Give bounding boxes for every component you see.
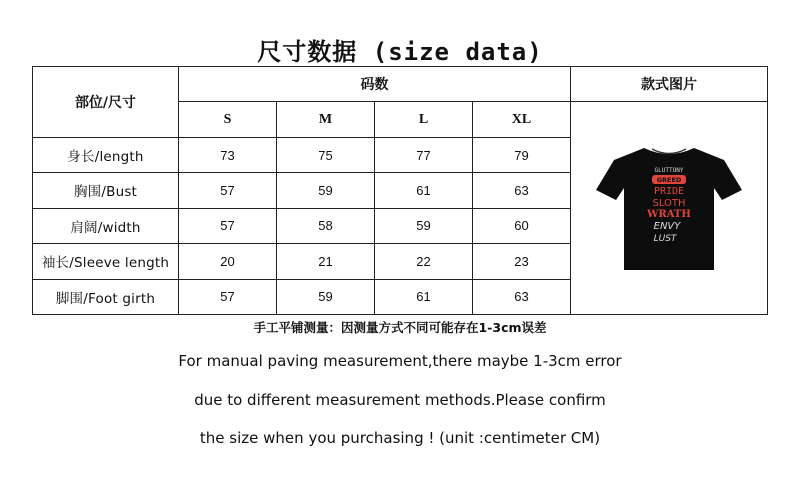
product-image-cell bbox=[571, 102, 768, 315]
cell-sleeve-l: 22 bbox=[375, 244, 473, 279]
cell-foot-xl: 63 bbox=[473, 279, 571, 314]
print-line-2: GREED bbox=[656, 176, 682, 185]
black-tshirt-icon bbox=[594, 138, 744, 278]
cell-sleeve-s: 20 bbox=[179, 244, 277, 279]
cell-width-s: 57 bbox=[179, 208, 277, 243]
cell-bust-l: 61 bbox=[375, 173, 473, 208]
row-label-foot-girth: 脚围/Foot girth bbox=[33, 279, 179, 314]
cell-length-l: 77 bbox=[375, 137, 473, 172]
cell-bust-m: 59 bbox=[277, 173, 375, 208]
print-line-5: WRATH bbox=[647, 209, 691, 221]
size-header-s: S bbox=[179, 102, 277, 137]
cell-length-xl: 79 bbox=[473, 137, 571, 172]
measurement-note-en-line-2: due to different measurement methods.Please confirm bbox=[194, 391, 606, 409]
page-title: 尺寸数据 (size data) bbox=[257, 38, 543, 66]
measurement-note-cn: 手工平铺测量：因测量方式不同可能存在1-3cm误差 bbox=[253, 320, 547, 335]
size-group-header: 码数 bbox=[179, 67, 571, 102]
cell-width-xl: 60 bbox=[473, 208, 571, 243]
size-header-m: M bbox=[277, 102, 375, 137]
cell-foot-m: 59 bbox=[277, 279, 375, 314]
measurement-note-en-line-1: For manual paving measurement,there maybe 1-3cm error bbox=[178, 352, 622, 370]
size-table bbox=[32, 66, 768, 315]
cell-sleeve-m: 21 bbox=[277, 244, 375, 279]
row-label-width: 肩阔/width bbox=[33, 208, 179, 243]
row-label-bust: 胸围/Bust bbox=[33, 173, 179, 208]
cell-foot-l: 61 bbox=[375, 279, 473, 314]
print-line-1: GLUTTONY bbox=[654, 167, 684, 175]
cell-bust-xl: 63 bbox=[473, 173, 571, 208]
size-header-xl: XL bbox=[473, 102, 571, 137]
cell-bust-s: 57 bbox=[179, 173, 277, 208]
cell-sleeve-xl: 23 bbox=[473, 244, 571, 279]
cell-length-m: 75 bbox=[277, 137, 375, 172]
size-header-l: L bbox=[375, 102, 473, 137]
row-label-length: 身长/length bbox=[33, 137, 179, 172]
cell-width-m: 58 bbox=[277, 208, 375, 243]
measurement-note-en-line-3: the size when you purchasing ! (unit :centimeter CM) bbox=[199, 429, 601, 447]
image-header: 款式图片 bbox=[571, 67, 768, 102]
print-line-4: SLOTH bbox=[652, 198, 686, 210]
print-line-3: PRIDE bbox=[653, 186, 685, 198]
cell-length-s: 73 bbox=[179, 137, 277, 172]
row-label-sleeve: 袖长/Sleeve length bbox=[33, 244, 179, 279]
print-line-7: LUST bbox=[653, 234, 677, 245]
cell-width-l: 59 bbox=[375, 208, 473, 243]
cell-foot-s: 57 bbox=[179, 279, 277, 314]
corner-header: 部位/尺寸 bbox=[33, 67, 179, 138]
print-line-6: ENVY bbox=[653, 221, 681, 233]
